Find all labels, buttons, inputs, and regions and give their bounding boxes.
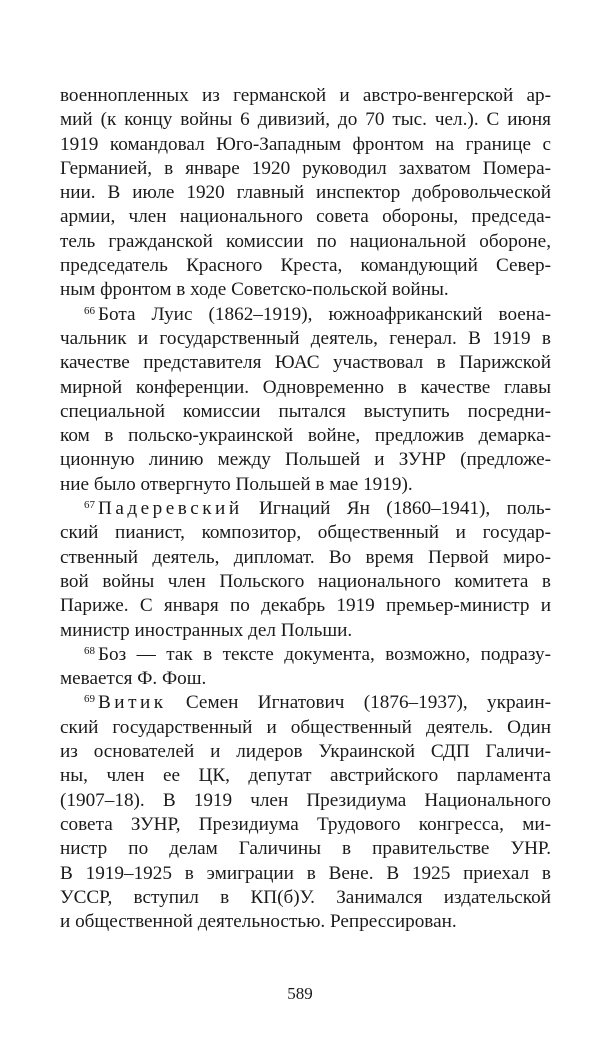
page-number: 589 xyxy=(287,984,313,1003)
text-line: тель гражданской комиссии по национальной обороне, xyxy=(60,230,551,252)
text-line: ние было отвергнуто Польшей в мае 1919). xyxy=(60,473,413,495)
footnote-first-line xyxy=(60,497,551,521)
text-line: нистр по делам Галичины в правительстве УНР. xyxy=(60,838,551,860)
text-line: мий (к концу войны 6 дивизий, до 70 тыс. чел.). С июня xyxy=(60,109,551,131)
text-line: ком в польско-украинской войне, предложив демарка- xyxy=(60,425,551,447)
continuation-paragraph xyxy=(60,84,551,303)
footnote-first-line-text: Боз — так в тексте документа, возможно, подразу- xyxy=(98,643,551,665)
footnote-first-line xyxy=(60,643,551,667)
text-line: качестве представителя ЮАС участвовал в Парижской xyxy=(60,352,551,374)
text-line: ным фронтом в ходе Советско-польской войны. xyxy=(60,279,449,301)
footnote-person-name: Витик xyxy=(98,692,167,714)
text-line: УССР, вступил в КП(б)У. Занимался издательской xyxy=(60,886,551,908)
text-line: ский государственный и общественный деятель. Один xyxy=(60,716,551,738)
text-line: 1919 командовал Юго-Западным фронтом на границе с xyxy=(60,133,551,155)
text-line: ны, член ее ЦК, депутат австрийского парламента xyxy=(60,765,551,787)
page-body xyxy=(60,84,551,934)
footnote-69 xyxy=(60,691,551,934)
footnote-first-line-text: Бота Луис (1862–1919), южноафриканский военa- xyxy=(98,303,551,325)
footnote-67 xyxy=(60,497,551,643)
footnote-person-name: Падеревский xyxy=(98,498,243,520)
text-line: вой войны член Польского национального комитета в xyxy=(60,570,551,592)
text-line: военнопленных из германской и австро-венгерской ар- xyxy=(60,85,551,106)
text-line: ственный деятель, дипломат. Во время Первой миро- xyxy=(60,546,551,568)
text-line: мирной конференции. Одновременно в качестве главы xyxy=(60,376,551,398)
text-line: ционную линию между Польшей и ЗУНР (предложе- xyxy=(60,449,551,471)
footnote-first-line-text: Семен Игнатович (1876–1937), украин- xyxy=(185,692,551,714)
footnote-number: 67 xyxy=(84,499,95,512)
footnote-number: 69 xyxy=(84,693,95,706)
text-line: мевается Ф. Фош. xyxy=(60,668,207,690)
text-line: специальной комиссии пытался выступить посредни- xyxy=(60,400,551,422)
footnote-number: 68 xyxy=(84,644,95,657)
text-line: Германией, в январе 1920 руководил захватом Помера- xyxy=(60,157,551,179)
text-line: министр иностранных дел Польши. xyxy=(60,619,353,641)
text-line: из основателей и лидеров Украинской СДП Галичи- xyxy=(60,741,551,763)
text-line: Париже. С января по декабрь 1919 премьер-министр и xyxy=(60,595,551,617)
text-line: и общественной деятельностью. Репрессирован. xyxy=(60,911,457,933)
footnote-first-line-text: Игнаций Ян (1860–1941), поль- xyxy=(259,498,551,520)
text-line: ский пианист, композитор, общественный и государ- xyxy=(60,522,551,544)
text-line: армии, член национального совета обороны, председа- xyxy=(60,206,551,228)
text-line: председатель Красного Креста, командующий Север- xyxy=(60,255,551,277)
text-line: совета ЗУНР, Президиума Трудового конгресса, ми- xyxy=(60,813,551,835)
footnote-66 xyxy=(60,303,551,497)
footnote-68 xyxy=(60,643,551,692)
text-line: чальник и государственный деятель, генерал. В 1919 в xyxy=(60,327,551,349)
text-line: нии. В июле 1920 главный инспектор добровольческой xyxy=(60,182,551,204)
footnote-number: 66 xyxy=(84,304,95,317)
footnote-first-line xyxy=(60,691,551,715)
text-line: В 1919–1925 в эмиграции в Вене. В 1925 приехал в xyxy=(60,862,551,884)
footnote-first-line xyxy=(60,303,551,327)
text-line: (1907–18). В 1919 член Президиума Национального xyxy=(60,789,551,811)
